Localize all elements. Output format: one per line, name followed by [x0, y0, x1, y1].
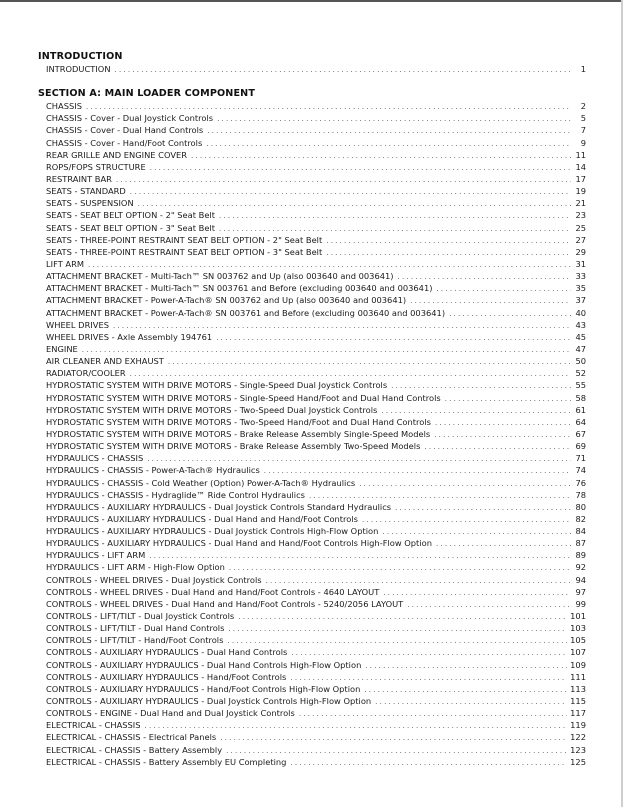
- top-border: [0, 0, 623, 2]
- toc-entry-title: HYDRAULICS - CHASSIS - Cold Weather (Option) Power-A-Tach® Hydraulics: [46, 477, 356, 488]
- toc-entry[interactable]: [46, 634, 586, 646]
- dot-leader: [359, 478, 571, 489]
- toc-entry-page-number: 40: [575, 307, 586, 318]
- toc-entry[interactable]: [46, 222, 586, 234]
- toc-entry[interactable]: [46, 392, 586, 404]
- toc-entry[interactable]: [46, 452, 586, 464]
- toc-entry-page-number: 122: [570, 732, 586, 743]
- dot-leader: [147, 453, 571, 464]
- toc-entry-title: CHASSIS - Cover - Dual Joystick Controls: [46, 113, 214, 124]
- toc-entry-title: HYDRAULICS - LIFT ARM - High-Flow Option: [46, 562, 225, 573]
- toc-entry-title: ELECTRICAL - CHASSIS - Battery Assembly EU Completing: [46, 756, 287, 767]
- toc-entry-title: CONTROLS - AUXILIARY HYDRAULICS - Hand/Foot Controls High-Flow Option: [46, 683, 361, 694]
- dot-leader: [291, 647, 567, 658]
- toc-entry-page-number: 5: [580, 113, 586, 124]
- toc-entry[interactable]: [46, 367, 586, 379]
- toc-entry-page-number: 74: [575, 465, 586, 476]
- toc-entry-page-number: 76: [575, 477, 586, 488]
- dot-leader: [113, 320, 571, 331]
- toc-entry-title: ATTACHMENT BRACKET - Multi-Tach™ SN 003761 and Before (excluding 003640 and 003641): [46, 283, 433, 294]
- dot-leader: [424, 441, 571, 452]
- toc-entry-page-number: 117: [570, 708, 586, 719]
- dot-leader: [149, 550, 571, 561]
- toc-entry[interactable]: [46, 574, 586, 586]
- toc-entry-list: [46, 100, 586, 768]
- toc-entry-title: HYDROSTATIC SYSTEM WITH DRIVE MOTORS - Single-Speed Dual Joystick Controls: [46, 380, 388, 391]
- toc-entry-title: SEATS - SEAT BELT OPTION - 2" Seat Belt: [46, 210, 215, 221]
- toc-entry-title: CONTROLS - WHEEL DRIVES - Dual Hand and Hand/Foot Controls - 5240/2056 LAYOUT: [46, 598, 404, 609]
- dot-leader: [299, 708, 567, 719]
- toc-entry[interactable]: [46, 379, 586, 391]
- dot-leader: [207, 125, 571, 136]
- toc-entry-title: HYDROSTATIC SYSTEM WITH DRIVE MOTORS - Brake Release Assembly Two-Speed Models: [46, 441, 421, 452]
- toc-entry-title: HYDROSTATIC SYSTEM WITH DRIVE MOTORS - Brake Release Assembly Single-Speed Models: [46, 428, 431, 439]
- dot-leader: [410, 295, 571, 306]
- toc-entry-title: CONTROLS - WHEEL DRIVES - Dual Hand and Hand/Foot Controls - 4640 LAYOUT: [46, 586, 380, 597]
- toc-entry-page-number: 71: [575, 453, 586, 464]
- toc-entry-title: SEATS - THREE-POINT RESTRAINT SEAT BELT OPTION - 2" Seat Belt: [46, 234, 323, 245]
- toc-entry[interactable]: [46, 464, 586, 476]
- toc-entry[interactable]: [46, 731, 586, 743]
- dot-leader: [227, 635, 567, 646]
- dot-leader: [449, 308, 571, 319]
- toc-entry-page-number: 19: [575, 186, 586, 197]
- toc-entry[interactable]: [46, 343, 586, 355]
- toc-entry[interactable]: [46, 173, 586, 185]
- dot-leader: [395, 502, 571, 513]
- toc-entry-page-number: 107: [570, 647, 586, 658]
- dot-leader: [290, 757, 567, 768]
- toc-entry[interactable]: [46, 294, 586, 306]
- dot-leader: [115, 64, 571, 75]
- toc-entry[interactable]: [46, 646, 586, 658]
- toc-entry-page-number: 21: [575, 198, 586, 209]
- toc-entry-title: SEATS - THREE-POINT RESTRAINT SEAT BELT OPTION - 3" Seat Belt: [46, 246, 323, 257]
- toc-entry-page-number: 97: [575, 586, 586, 597]
- dot-leader: [381, 405, 571, 416]
- toc-entry-page-number: 101: [570, 611, 586, 622]
- toc-entry-page-number: 99: [575, 598, 586, 609]
- toc-entry[interactable]: [46, 719, 586, 731]
- toc-entry[interactable]: [46, 137, 586, 149]
- toc-entry-page-number: 45: [575, 331, 586, 342]
- toc-entry[interactable]: [46, 671, 586, 683]
- toc-entry[interactable]: [46, 416, 586, 428]
- toc-entry-title: ATTACHMENT BRACKET - Multi-Tach™ SN 003762 and Up (also 003640 and 003641): [46, 271, 394, 282]
- dot-leader: [219, 210, 571, 221]
- toc-entry-title: HYDROSTATIC SYSTEM WITH DRIVE MOTORS - Single-Speed Hand/Foot and Dual Hand Controls: [46, 392, 441, 403]
- toc-entry-title: CONTROLS - WHEEL DRIVES - Dual Joystick Controls: [46, 574, 262, 585]
- toc-entry-title: CONTROLS - LIFT/TILT - Hand/Foot Controls: [46, 635, 224, 646]
- toc-entry-title: HYDRAULICS - LIFT ARM: [46, 550, 146, 561]
- toc-entry[interactable]: [46, 307, 586, 319]
- dot-leader: [382, 526, 571, 537]
- toc-entry-title: CONTROLS - LIFT/TILT - Dual Joystick Controls: [46, 611, 235, 622]
- dot-leader: [219, 223, 571, 234]
- toc-entry-title: ELECTRICAL - CHASSIS - Battery Assembly: [46, 744, 223, 755]
- toc-entry-title: SEATS - STANDARD: [46, 186, 126, 197]
- toc-entry-page-number: 123: [570, 744, 586, 755]
- toc-entry-title: HYDRAULICS - AUXILIARY HYDRAULICS - Dual Hand and Hand/Foot Controls High-Flow Option: [46, 538, 432, 549]
- dot-leader: [217, 113, 571, 124]
- toc-entry-page-number: 105: [570, 635, 586, 646]
- dot-leader: [434, 429, 571, 440]
- dot-leader: [116, 174, 571, 185]
- toc-entry-page-number: 25: [575, 222, 586, 233]
- toc-entry[interactable]: [46, 185, 586, 197]
- toc-entry[interactable]: [46, 331, 586, 343]
- toc-entry-title: LIFT ARM: [46, 258, 85, 269]
- toc-entry[interactable]: [46, 744, 586, 756]
- toc-entry-page-number: 43: [575, 319, 586, 330]
- toc-entry-page-number: 11: [575, 149, 586, 160]
- section-heading: INTRODUCTION: [38, 51, 123, 62]
- toc-entry-page-number: 61: [575, 404, 586, 415]
- toc-entry-title: HYDRAULICS - CHASSIS: [46, 453, 144, 464]
- toc-entry-title: CONTROLS - AUXILIARY HYDRAULICS - Dual Joystick Controls High-Flow Option: [46, 696, 372, 707]
- dot-leader: [191, 150, 571, 161]
- dot-leader: [375, 696, 567, 707]
- dot-leader: [264, 465, 571, 476]
- toc-entry[interactable]: [46, 683, 586, 695]
- toc-entry-page-number: 17: [575, 173, 586, 184]
- table-of-contents: [38, 51, 586, 768]
- toc-entry[interactable]: [46, 270, 586, 282]
- toc-entry-page-number: 67: [575, 428, 586, 439]
- dot-leader: [168, 356, 571, 367]
- toc-entry[interactable]: [46, 707, 586, 719]
- toc-entry-page-number: 109: [570, 659, 586, 670]
- dot-leader: [365, 660, 567, 671]
- toc-entry[interactable]: [46, 100, 586, 112]
- dot-leader: [445, 393, 571, 404]
- toc-entry-title: ENGINE: [46, 343, 78, 354]
- toc-entry-page-number: 103: [570, 623, 586, 634]
- toc-entry-page-number: 84: [575, 526, 586, 537]
- toc-entry[interactable]: [46, 124, 586, 136]
- toc-entry[interactable]: [46, 513, 586, 525]
- toc-entry[interactable]: [46, 209, 586, 221]
- dot-leader: [82, 344, 571, 355]
- toc-entry-page-number: 69: [575, 441, 586, 452]
- toc-entry-page-number: 31: [575, 258, 586, 269]
- dot-leader: [391, 380, 571, 391]
- toc-entry-title: RADIATOR/COOLER: [46, 368, 126, 379]
- toc-entry-page-number: 23: [575, 210, 586, 221]
- dot-leader: [229, 562, 571, 573]
- dot-leader: [216, 332, 571, 343]
- toc-entry-page-number: 1: [580, 64, 586, 74]
- dot-leader: [326, 247, 571, 258]
- toc-entry-title: AIR CLEANER AND EXHAUST: [46, 356, 164, 367]
- toc-entry-title: ATTACHMENT BRACKET - Power-A-Tach® SN 003762 and Up (also 003640 and 003641): [46, 295, 407, 306]
- toc-entry[interactable]: [46, 319, 586, 331]
- toc-entry-title: INTRODUCTION: [46, 64, 111, 74]
- toc-entry-page-number: 27: [575, 234, 586, 245]
- toc-entry[interactable]: [46, 258, 586, 270]
- toc-entry[interactable]: [46, 440, 586, 452]
- toc-entry[interactable]: [46, 355, 586, 367]
- dot-leader: [86, 101, 571, 112]
- toc-entry[interactable]: [46, 622, 586, 634]
- toc-entry[interactable]: [46, 501, 586, 513]
- toc-entry-title: WHEEL DRIVES - Axle Assembly 194761: [46, 331, 213, 342]
- toc-entry[interactable]: [46, 549, 586, 561]
- toc-entry[interactable]: [46, 404, 586, 416]
- toc-entry[interactable]: [46, 477, 586, 489]
- toc-entry-title: ATTACHMENT BRACKET - Power-A-Tach® SN 003761 and Before (excluding 003640 and 003641): [46, 307, 446, 318]
- toc-entry[interactable]: [46, 525, 586, 537]
- dot-leader: [435, 417, 571, 428]
- toc-entry-title: SEATS - SUSPENSION: [46, 198, 134, 209]
- toc-entry-page-number: 33: [575, 271, 586, 282]
- toc-entry-title: RESTRAINT BAR: [46, 173, 112, 184]
- toc-entry-page-number: 35: [575, 283, 586, 294]
- toc-entry-page-number: 14: [575, 161, 586, 172]
- toc-entry-page-number: 9: [580, 137, 586, 148]
- toc-entry-page-number: 50: [575, 356, 586, 367]
- toc-entry-title: CONTROLS - LIFT/TILT - Dual Hand Controls: [46, 623, 225, 634]
- dot-leader: [88, 259, 571, 270]
- dot-leader: [226, 745, 567, 756]
- toc-entry-page-number: 87: [575, 538, 586, 549]
- toc-entry-page-number: 111: [570, 671, 586, 682]
- toc-entry-page-number: 58: [575, 392, 586, 403]
- toc-entry-title: HYDRAULICS - CHASSIS - Power-A-Tach® Hydraulics: [46, 465, 260, 476]
- dot-leader: [407, 599, 571, 610]
- dot-leader: [150, 162, 571, 173]
- dot-leader: [309, 490, 571, 501]
- toc-entry-page-number: 47: [575, 343, 586, 354]
- toc-entry[interactable]: [46, 561, 586, 573]
- section-heading: SECTION A: MAIN LOADER COMPONENT: [38, 88, 256, 100]
- toc-entry-page-number: 2: [580, 101, 586, 112]
- toc-entry-list: [46, 63, 586, 75]
- toc-entry[interactable]: [46, 537, 586, 549]
- toc-entry[interactable]: [46, 112, 586, 124]
- dot-leader: [238, 611, 567, 622]
- toc-entry-title: CHASSIS - Cover - Hand/Foot Controls: [46, 137, 203, 148]
- toc-entry-page-number: 115: [570, 696, 586, 707]
- toc-entry-page-number: 113: [570, 683, 586, 694]
- toc-entry-title: HYDRAULICS - AUXILIARY HYDRAULICS - Dual Hand and Hand/Foot Controls: [46, 513, 358, 524]
- toc-entry-page-number: 64: [575, 416, 586, 427]
- dot-leader: [130, 368, 571, 379]
- toc-entry[interactable]: [46, 756, 586, 768]
- toc-entry-title: CONTROLS - ENGINE - Dual Hand and Dual Joystick Controls: [46, 708, 295, 719]
- toc-entry[interactable]: [46, 695, 586, 707]
- toc-entry-page-number: 125: [570, 756, 586, 767]
- toc-entry-title: ELECTRICAL - CHASSIS - Electrical Panels: [46, 732, 217, 743]
- toc-entry[interactable]: [46, 282, 586, 294]
- dot-leader: [398, 271, 571, 282]
- dot-leader: [436, 538, 571, 549]
- toc-entry[interactable]: [46, 659, 586, 671]
- toc-entry-title: HYDRAULICS - AUXILIARY HYDRAULICS - Dual Joystick Controls High-Flow Option: [46, 526, 379, 537]
- toc-entry[interactable]: [46, 149, 586, 161]
- toc-entry-page-number: 89: [575, 550, 586, 561]
- toc-entry-title: HYDROSTATIC SYSTEM WITH DRIVE MOTORS - Two-Speed Hand/Foot and Dual Hand Controls: [46, 416, 431, 427]
- dot-leader: [130, 186, 571, 197]
- toc-entry[interactable]: [46, 610, 586, 622]
- toc-entry[interactable]: [46, 63, 586, 75]
- toc-entry[interactable]: [46, 246, 586, 258]
- toc-entry[interactable]: [46, 161, 586, 173]
- toc-entry-page-number: 82: [575, 513, 586, 524]
- toc-entry-page-number: 37: [575, 295, 586, 306]
- toc-entry-title: ROPS/FOPS STRUCTURE: [46, 161, 146, 172]
- toc-entry[interactable]: [46, 489, 586, 501]
- toc-entry-title: CONTROLS - AUXILIARY HYDRAULICS - Dual Hand Controls: [46, 647, 288, 658]
- toc-entry[interactable]: [46, 234, 586, 246]
- toc-entry-title: ELECTRICAL - CHASSIS: [46, 720, 141, 731]
- toc-entry-title: HYDROSTATIC SYSTEM WITH DRIVE MOTORS - Two-Speed Dual Joystick Controls: [46, 404, 378, 415]
- toc-entry[interactable]: [46, 598, 586, 610]
- dot-leader: [326, 235, 571, 246]
- toc-entry[interactable]: [46, 586, 586, 598]
- toc-entry-title: CHASSIS: [46, 101, 82, 112]
- toc-entry[interactable]: [46, 428, 586, 440]
- dot-leader: [220, 732, 567, 743]
- dot-leader: [145, 720, 568, 731]
- dot-leader: [364, 684, 567, 695]
- dot-leader: [266, 575, 571, 586]
- dot-leader: [362, 514, 571, 525]
- dot-leader: [138, 198, 571, 209]
- toc-entry-title: HYDRAULICS - CHASSIS - Hydraglide™ Ride Control Hydraulics: [46, 489, 305, 500]
- toc-entry-title: WHEEL DRIVES: [46, 319, 109, 330]
- toc-entry-title: CHASSIS - Cover - Dual Hand Controls: [46, 125, 204, 136]
- dot-leader: [436, 283, 571, 294]
- toc-entry-page-number: 119: [570, 720, 586, 731]
- toc-entry-title: SEATS - SEAT BELT OPTION - 3" Seat Belt: [46, 222, 215, 233]
- dot-leader: [206, 138, 571, 149]
- dot-leader: [290, 672, 567, 683]
- toc-entry-page-number: 55: [575, 380, 586, 391]
- toc-entry-title: HYDRAULICS - AUXILIARY HYDRAULICS - Dual Joystick Controls Standard Hydraulics: [46, 501, 392, 512]
- toc-entry-page-number: 94: [575, 574, 586, 585]
- toc-entry-page-number: 92: [575, 562, 586, 573]
- toc-entry-title: REAR GRILLE AND ENGINE COVER: [46, 149, 188, 160]
- toc-entry-page-number: 78: [575, 489, 586, 500]
- toc-entry-page-number: 7: [580, 125, 586, 136]
- toc-entry-title: CONTROLS - AUXILIARY HYDRAULICS - Hand/Foot Controls: [46, 671, 287, 682]
- toc-entry[interactable]: [46, 197, 586, 209]
- toc-entry-page-number: 80: [575, 501, 586, 512]
- dot-leader: [383, 587, 571, 598]
- toc-entry-title: CONTROLS - AUXILIARY HYDRAULICS - Dual Hand Controls High-Flow Option: [46, 659, 362, 670]
- dot-leader: [228, 623, 567, 634]
- toc-entry-page-number: 29: [575, 246, 586, 257]
- toc-entry-page-number: 52: [575, 368, 586, 379]
